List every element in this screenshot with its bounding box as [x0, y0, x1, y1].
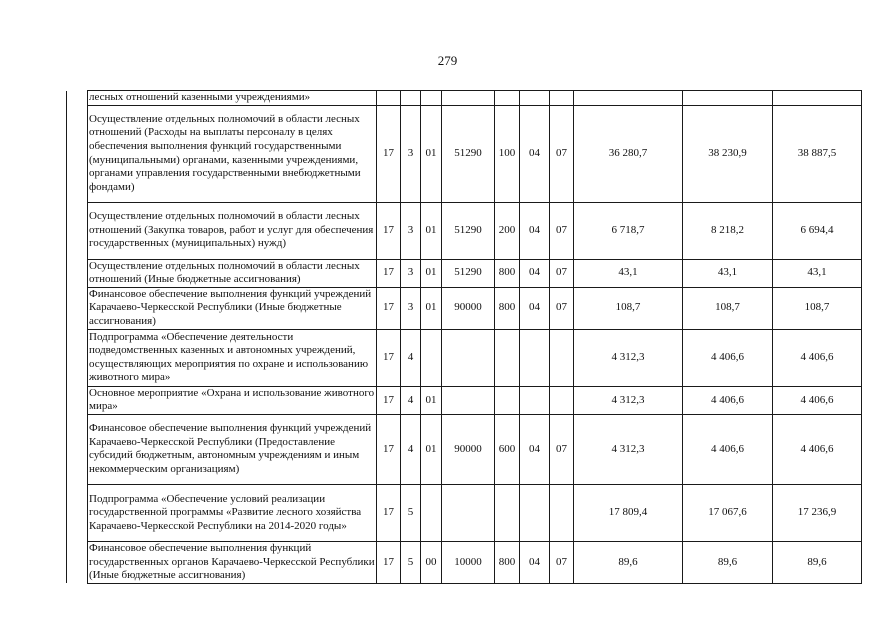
- amount-1: 89,6: [574, 541, 683, 583]
- code-subprogram: [401, 91, 421, 106]
- row-name: лесных отношений казенными учреждениями»: [88, 91, 377, 106]
- code-subprogram: 4: [401, 386, 421, 414]
- amount-1: [574, 91, 683, 106]
- code-expense-type: [495, 91, 520, 106]
- row-name: Финансовое обеспечение выполнения функций государственных органов Карачаево-Черкесской Республики (Иные бюджетные ассигнования): [88, 541, 377, 583]
- table-row: [67, 287, 862, 329]
- code-section: 04: [520, 259, 550, 287]
- code-direction: [442, 386, 495, 414]
- row-margin-cell: [67, 287, 88, 329]
- amount-3: 38 887,5: [773, 105, 862, 202]
- table-row: [67, 259, 862, 287]
- code-admin: 17: [377, 414, 401, 484]
- code-direction: 90000: [442, 414, 495, 484]
- amount-3: 17 236,9: [773, 484, 862, 541]
- row-margin-cell: [67, 414, 88, 484]
- amount-2: 4 406,6: [683, 414, 773, 484]
- code-section: [520, 329, 550, 386]
- code-event: 01: [421, 287, 442, 329]
- code-admin: [377, 91, 401, 106]
- code-expense-type: 800: [495, 259, 520, 287]
- code-subsection: [550, 329, 574, 386]
- row-name: Осуществление отдельных полномочий в области лесных отношений (Иные бюджетные ассигнования): [88, 259, 377, 287]
- code-event: 01: [421, 386, 442, 414]
- code-direction: 51290: [442, 259, 495, 287]
- row-name: Осуществление отдельных полномочий в области лесных отношений (Закупка товаров, работ и услуг для обеспечения государственных (муниципальных) нужд): [88, 202, 377, 259]
- row-name: Подпрограмма «Обеспечение условий реализации государственной программы «Развитие лесного хозяйства Карачаево-Черкесской Республики на 2014-2020 годы»: [88, 484, 377, 541]
- budget-table: [66, 90, 862, 584]
- row-margin-cell: [67, 105, 88, 202]
- code-direction: [442, 91, 495, 106]
- amount-3: 108,7: [773, 287, 862, 329]
- row-name: Финансовое обеспечение выполнения функций учреждений Карачаево-Черкесской Республики (Предоставление субсидий бюджетным, автономным учреждениям и иным некоммерческим организациям): [88, 414, 377, 484]
- amount-2: 4 406,6: [683, 386, 773, 414]
- code-direction: 51290: [442, 202, 495, 259]
- amount-3: 6 694,4: [773, 202, 862, 259]
- code-expense-type: 800: [495, 287, 520, 329]
- code-expense-type: 800: [495, 541, 520, 583]
- code-expense-type: [495, 386, 520, 414]
- code-event: [421, 91, 442, 106]
- code-section: [520, 386, 550, 414]
- code-subprogram: 5: [401, 541, 421, 583]
- row-margin-cell: [67, 541, 88, 583]
- code-subsection: [550, 386, 574, 414]
- code-direction: [442, 329, 495, 386]
- code-admin: 17: [377, 386, 401, 414]
- code-admin: 17: [377, 484, 401, 541]
- code-subprogram: 5: [401, 484, 421, 541]
- code-expense-type: 600: [495, 414, 520, 484]
- code-subprogram: 3: [401, 287, 421, 329]
- code-event: 01: [421, 202, 442, 259]
- table-row: [67, 91, 862, 106]
- code-subsection: 07: [550, 287, 574, 329]
- table-row: [67, 484, 862, 541]
- amount-3: 4 406,6: [773, 329, 862, 386]
- code-expense-type: 100: [495, 105, 520, 202]
- code-direction: 51290: [442, 105, 495, 202]
- amount-2: 43,1: [683, 259, 773, 287]
- code-subprogram: 3: [401, 259, 421, 287]
- table-row: [67, 105, 862, 202]
- code-section: 04: [520, 414, 550, 484]
- amount-3: 4 406,6: [773, 386, 862, 414]
- amount-1: 4 312,3: [574, 386, 683, 414]
- code-admin: 17: [377, 329, 401, 386]
- code-subsection: 07: [550, 202, 574, 259]
- code-expense-type: [495, 329, 520, 386]
- table-row: [67, 541, 862, 583]
- amount-2: 108,7: [683, 287, 773, 329]
- code-section: [520, 91, 550, 106]
- code-admin: 17: [377, 287, 401, 329]
- code-admin: 17: [377, 541, 401, 583]
- code-section: [520, 484, 550, 541]
- code-event: 00: [421, 541, 442, 583]
- code-event: [421, 484, 442, 541]
- row-name: Основное мероприятие «Охрана и использование животного мира»: [88, 386, 377, 414]
- code-event: [421, 329, 442, 386]
- amount-2: [683, 91, 773, 106]
- code-direction: 10000: [442, 541, 495, 583]
- code-event: 01: [421, 414, 442, 484]
- code-section: 04: [520, 202, 550, 259]
- code-section: 04: [520, 287, 550, 329]
- code-admin: 17: [377, 105, 401, 202]
- row-margin-cell: [67, 484, 88, 541]
- code-subsection: 07: [550, 105, 574, 202]
- table-row: [67, 386, 862, 414]
- code-event: 01: [421, 259, 442, 287]
- table-row: [67, 202, 862, 259]
- row-margin-cell: [67, 202, 88, 259]
- amount-2: 4 406,6: [683, 329, 773, 386]
- code-subprogram: 4: [401, 329, 421, 386]
- row-margin-cell: [67, 329, 88, 386]
- code-expense-type: [495, 484, 520, 541]
- amount-1: 36 280,7: [574, 105, 683, 202]
- amount-1: 4 312,3: [574, 414, 683, 484]
- code-direction: 90000: [442, 287, 495, 329]
- code-subprogram: 3: [401, 202, 421, 259]
- amount-1: 17 809,4: [574, 484, 683, 541]
- row-margin-cell: [67, 91, 88, 106]
- amount-3: 43,1: [773, 259, 862, 287]
- table-row: [67, 329, 862, 386]
- amount-1: 6 718,7: [574, 202, 683, 259]
- code-event: 01: [421, 105, 442, 202]
- amount-2: 8 218,2: [683, 202, 773, 259]
- amount-1: 4 312,3: [574, 329, 683, 386]
- table-row: [67, 414, 862, 484]
- code-section: 04: [520, 541, 550, 583]
- row-margin-cell: [67, 386, 88, 414]
- code-subsection: [550, 91, 574, 106]
- code-section: 04: [520, 105, 550, 202]
- amount-3: 89,6: [773, 541, 862, 583]
- code-admin: 17: [377, 259, 401, 287]
- page-number: 279: [437, 53, 458, 68]
- code-subprogram: 4: [401, 414, 421, 484]
- code-admin: 17: [377, 202, 401, 259]
- code-subsection: 07: [550, 414, 574, 484]
- code-subsection: 07: [550, 541, 574, 583]
- code-direction: [442, 484, 495, 541]
- code-subsection: [550, 484, 574, 541]
- code-expense-type: 200: [495, 202, 520, 259]
- amount-2: 89,6: [683, 541, 773, 583]
- amount-3: 4 406,6: [773, 414, 862, 484]
- row-name: Финансовое обеспечение выполнения функций учреждений Карачаево-Черкесской Республики (Иные бюджетные ассигнования): [88, 287, 377, 329]
- row-name: Осуществление отдельных полномочий в области лесных отношений (Расходы на выплаты персоналу в целях обеспечения выполнения функций государственными (муниципальными) органами, казенными учреждениями, органами управления государственными внебюджетными фондами): [88, 105, 377, 202]
- amount-1: 108,7: [574, 287, 683, 329]
- code-subprogram: 3: [401, 105, 421, 202]
- row-name: Подпрограмма «Обеспечение деятельности подведомственных казенных и автономных учреждений, осуществляющих мероприятия по охране и использованию животного мира»: [88, 329, 377, 386]
- amount-3: [773, 91, 862, 106]
- amount-2: 17 067,6: [683, 484, 773, 541]
- row-margin-cell: [67, 259, 88, 287]
- amount-2: 38 230,9: [683, 105, 773, 202]
- code-subsection: 07: [550, 259, 574, 287]
- amount-1: 43,1: [574, 259, 683, 287]
